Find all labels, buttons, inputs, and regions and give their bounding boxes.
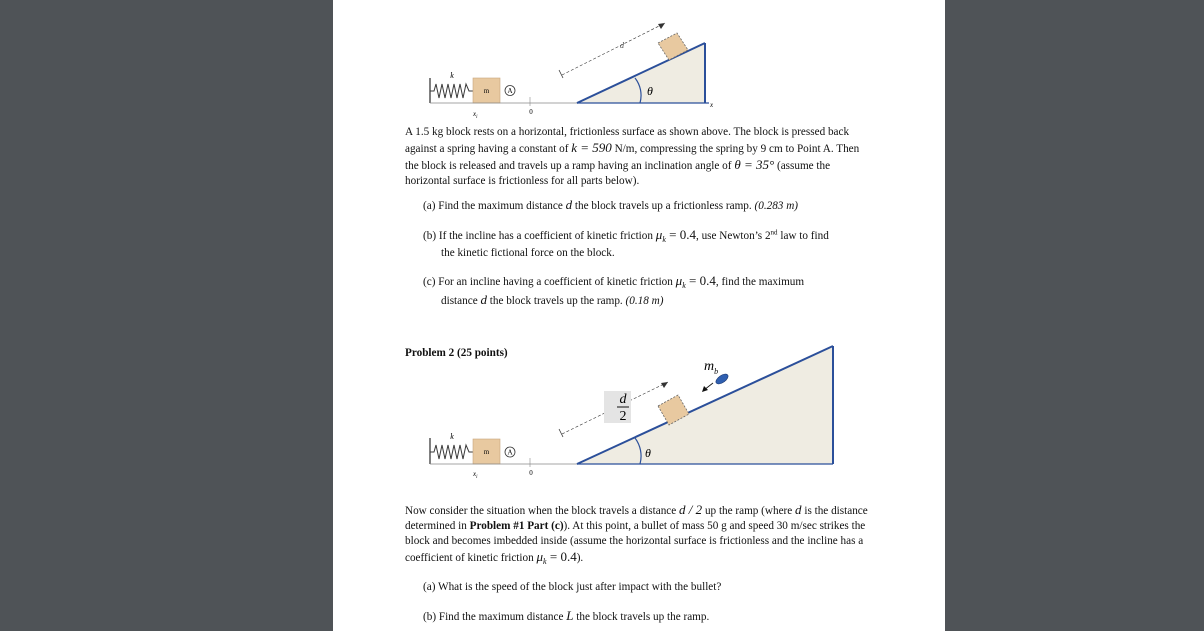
p2-intro-text-1: Now consider the situation when the block travels a distance xyxy=(405,505,680,517)
intro-text-3: (assume the horizontal surface is frictionless for all parts below). xyxy=(405,160,831,187)
spring-label: k xyxy=(450,71,454,80)
p2-part-b-label: (b) xyxy=(423,611,437,623)
problem-1-part-b xyxy=(423,227,875,261)
part-c-line-2a: distance xyxy=(441,295,481,307)
origin-label: 0 xyxy=(529,108,533,116)
part-a-answer: (0.283 m) xyxy=(754,200,798,212)
block-label: m xyxy=(483,87,490,95)
part-b-label: (b) xyxy=(423,230,437,242)
problem-2-heading: Problem 2 (25 points) xyxy=(405,347,508,359)
block-label: m xyxy=(483,448,490,456)
superscript-nd: nd xyxy=(770,228,778,237)
part-a-text-1: Find the maximum distance xyxy=(435,200,566,212)
p2-intro-text-3: is the distance determined in xyxy=(405,505,868,532)
part-c-text-2: , find the maximum xyxy=(715,276,805,288)
origin-label: 0 xyxy=(529,469,533,477)
intro-text-2: N/m, compressing the spring by 9 cm to Point A. Then the block is released and travels up a ramp having an inclination angle of xyxy=(405,143,860,172)
var-d: d xyxy=(795,502,802,517)
part-b-text-3: law to find xyxy=(777,230,829,242)
mu: μ xyxy=(536,549,544,564)
spring xyxy=(430,445,473,459)
mu-value: = 0.4 xyxy=(665,227,696,242)
spring-constant: k = 590 xyxy=(571,140,612,155)
part-c-line-2 xyxy=(423,292,875,309)
figure-2-bullet-ramp xyxy=(333,340,945,480)
mu: μ xyxy=(655,227,663,242)
part-c-answer: (0.18 m) xyxy=(625,295,664,307)
part-b-text-2: , use Newton’s 2 xyxy=(695,230,771,242)
var-d: d xyxy=(480,292,487,307)
angle-label: θ xyxy=(647,84,653,98)
spring-label: k xyxy=(450,432,454,441)
x-i-label: $x_i$ xyxy=(473,110,478,120)
p2-intro-text-2: up the ramp (where xyxy=(702,505,796,517)
distance-d-arrowhead xyxy=(658,23,665,29)
x-i-label: $x_i$ xyxy=(473,470,478,480)
fraction-numerator: d xyxy=(619,392,627,407)
point-a-label: A xyxy=(507,448,513,457)
mu-value: = 0.4 xyxy=(685,273,716,288)
bullet-mass-label: $m_b$ xyxy=(704,359,719,376)
part-b-line-2: the kinetic fictional force on the block. xyxy=(441,247,615,259)
problem-1-part-a xyxy=(423,197,875,214)
fraction-denominator: 2 xyxy=(619,409,627,424)
x-axis-label: x xyxy=(710,101,714,109)
distance-d-label: d xyxy=(620,41,624,50)
distance-d-half-tick xyxy=(559,429,563,437)
distance-d-tick xyxy=(559,70,563,78)
distance-d-line xyxy=(562,23,665,75)
var-L: L xyxy=(566,608,574,623)
mu-sub: k xyxy=(682,281,686,291)
part-c-text-1: For an incline having a coefficient of kinetic friction xyxy=(435,276,676,288)
mu-value: = 0.4 xyxy=(546,549,577,564)
var-d: d xyxy=(565,197,573,212)
mu-sub: k xyxy=(543,557,547,567)
problem-reference: Problem #1 Part (c) xyxy=(469,520,564,532)
p2-intro-text-5: ). xyxy=(576,552,584,564)
angle-label: θ xyxy=(645,446,651,460)
part-c-label: (c) xyxy=(423,276,436,288)
p2-intro-text-4: ). At this point, a bullet of mass 50 g and speed 30 m/sec strikes the block and becomes imbedded inside (assume the horizontal surface is frictionless and the incline has a coefficient of kinetic friction xyxy=(405,520,866,564)
incline-angle: θ = 35° xyxy=(734,157,775,172)
mu-sub: k xyxy=(662,235,666,245)
problem-1-intro xyxy=(405,125,875,189)
p2-part-b-text-1: Find the maximum distance xyxy=(436,611,567,623)
p2-part-b-text-2: the block travels up the ramp. xyxy=(573,611,710,623)
bullet-arrowhead xyxy=(702,386,708,392)
d-over-2: d / 2 xyxy=(679,502,703,517)
document-page xyxy=(333,0,945,631)
spring xyxy=(430,84,473,98)
problem-2-intro xyxy=(405,502,875,566)
p2-part-a-label: (a) xyxy=(423,581,436,593)
p2-part-a-text: What is the speed of the block just after impact with the bullet? xyxy=(435,581,722,593)
part-c-line-2b: the block travels up the ramp. xyxy=(486,295,626,307)
problem-1-part-c xyxy=(423,273,875,309)
problem-2-part-a xyxy=(423,580,875,595)
part-a-label: (a) xyxy=(423,200,436,212)
point-a-label: A xyxy=(507,87,513,95)
part-b-text-1: If the incline has a coefficient of kinetic friction xyxy=(436,230,656,242)
figure-1-spring-ramp xyxy=(333,0,945,130)
part-a-text-2: the block travels up a frictionless ramp. xyxy=(572,200,755,212)
mu: μ xyxy=(675,273,683,288)
problem-2-part-b xyxy=(423,608,875,625)
intro-text-1: A 1.5 kg block rests on a horizontal, frictionless surface as shown above. The block is pressed back against a spring having a constant of xyxy=(405,126,850,155)
